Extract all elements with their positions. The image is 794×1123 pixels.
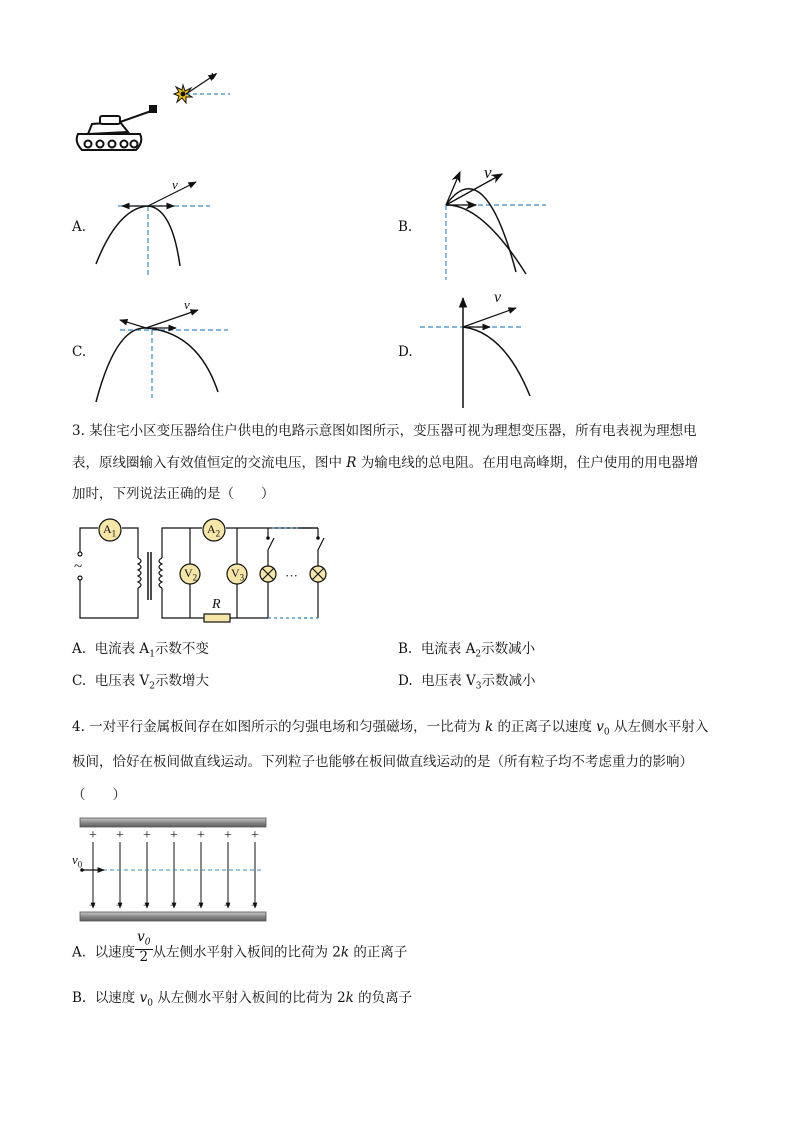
q4-option-b: B. 以速度 $v_0$ 从左侧水平射入板间的比荷为 2k 的负离子: [72, 990, 413, 1009]
plus-sign: +: [143, 828, 151, 843]
tank-v-label: v: [211, 67, 217, 82]
option-b-v: v: [484, 163, 492, 182]
plus-sign: +: [224, 828, 232, 843]
q3-option-c: C. 电压表 $V_2$示数增大: [72, 673, 210, 692]
q3-line-2: 表，原线圈输入有效值恒定的交流电压，图中 R 为输电线的总电阻。在用电高峰期，住户使用的用电器增: [72, 455, 699, 471]
fraction-v0-over-2: $\frac{v_0}{2}$: [137, 929, 151, 965]
q3-option-a: A. 电流表 $A_1$示数不变: [72, 641, 209, 660]
resistor-r-label: R: [212, 597, 221, 612]
ac-source-icon: ~: [74, 559, 83, 575]
lamp-ellipsis: ···: [285, 568, 298, 583]
option-d-label: D.: [398, 344, 413, 360]
meter-v3: $V_3$: [231, 566, 245, 583]
plus-sign: +: [89, 828, 97, 843]
q3-line-3: 加时，下列说法正确的是（ ）: [72, 486, 275, 502]
plus-sign: +: [116, 828, 124, 843]
plus-sign: +: [170, 828, 178, 843]
minus-sign: −: [143, 898, 150, 912]
minus-sign: −: [251, 898, 258, 912]
trajectory-a: [88, 172, 248, 282]
q3-line-1: 3. 某住宅小区变压器给住户供电的电路示意图如图所示，变压器可视为理想变压器，所有电表视为理想电: [72, 423, 697, 439]
option-d-v: v: [494, 289, 502, 306]
plus-sign: +: [251, 828, 259, 843]
minus-sign: −: [170, 898, 177, 912]
option-c-v: v: [184, 297, 190, 312]
v0-label: $v_0$: [72, 852, 83, 870]
q3-option-d: D. 电压表 $V_3$示数减小: [398, 673, 536, 692]
option-a-v: v: [172, 177, 178, 192]
plus-sign: +: [197, 828, 205, 843]
q4-line-3: （ ）: [72, 787, 126, 803]
q4-line-1: 4. 一对平行金属板间存在如图所示的匀强电场和匀强磁场，一比荷为 k 的正离子以速度 $v_0$ 从左侧水平射入: [72, 719, 709, 738]
trajectory-c: [90, 298, 250, 408]
minus-sign: −: [197, 898, 204, 912]
tank-figure: [70, 62, 310, 162]
tank-icon: [77, 106, 156, 150]
meter-a2: $A_2$: [207, 522, 221, 539]
q4-option-a: A. 以速度 $\frac{v_0}{2}$ 从左侧水平射入板间的比荷为 2k 的正离子: [72, 929, 408, 965]
minus-sign: −: [116, 898, 123, 912]
option-b-label: B.: [398, 219, 413, 235]
meter-a1: $A_1$: [103, 522, 117, 539]
q4-line-2: 板间，恰好在板间做直线运动。下列粒子也能够在板间做直线运动的是（所有粒子均不考虑重力的影响）: [72, 754, 693, 770]
option-c-label: C.: [72, 344, 87, 360]
q3-option-b: B. 电流表 $A_2$示数减小: [398, 641, 536, 660]
minus-sign: −: [89, 898, 96, 912]
option-a-label: A.: [72, 219, 87, 235]
minus-sign: −: [224, 898, 231, 912]
meter-v2: $V_2$: [184, 566, 198, 583]
trajectory-d: [420, 289, 560, 407]
